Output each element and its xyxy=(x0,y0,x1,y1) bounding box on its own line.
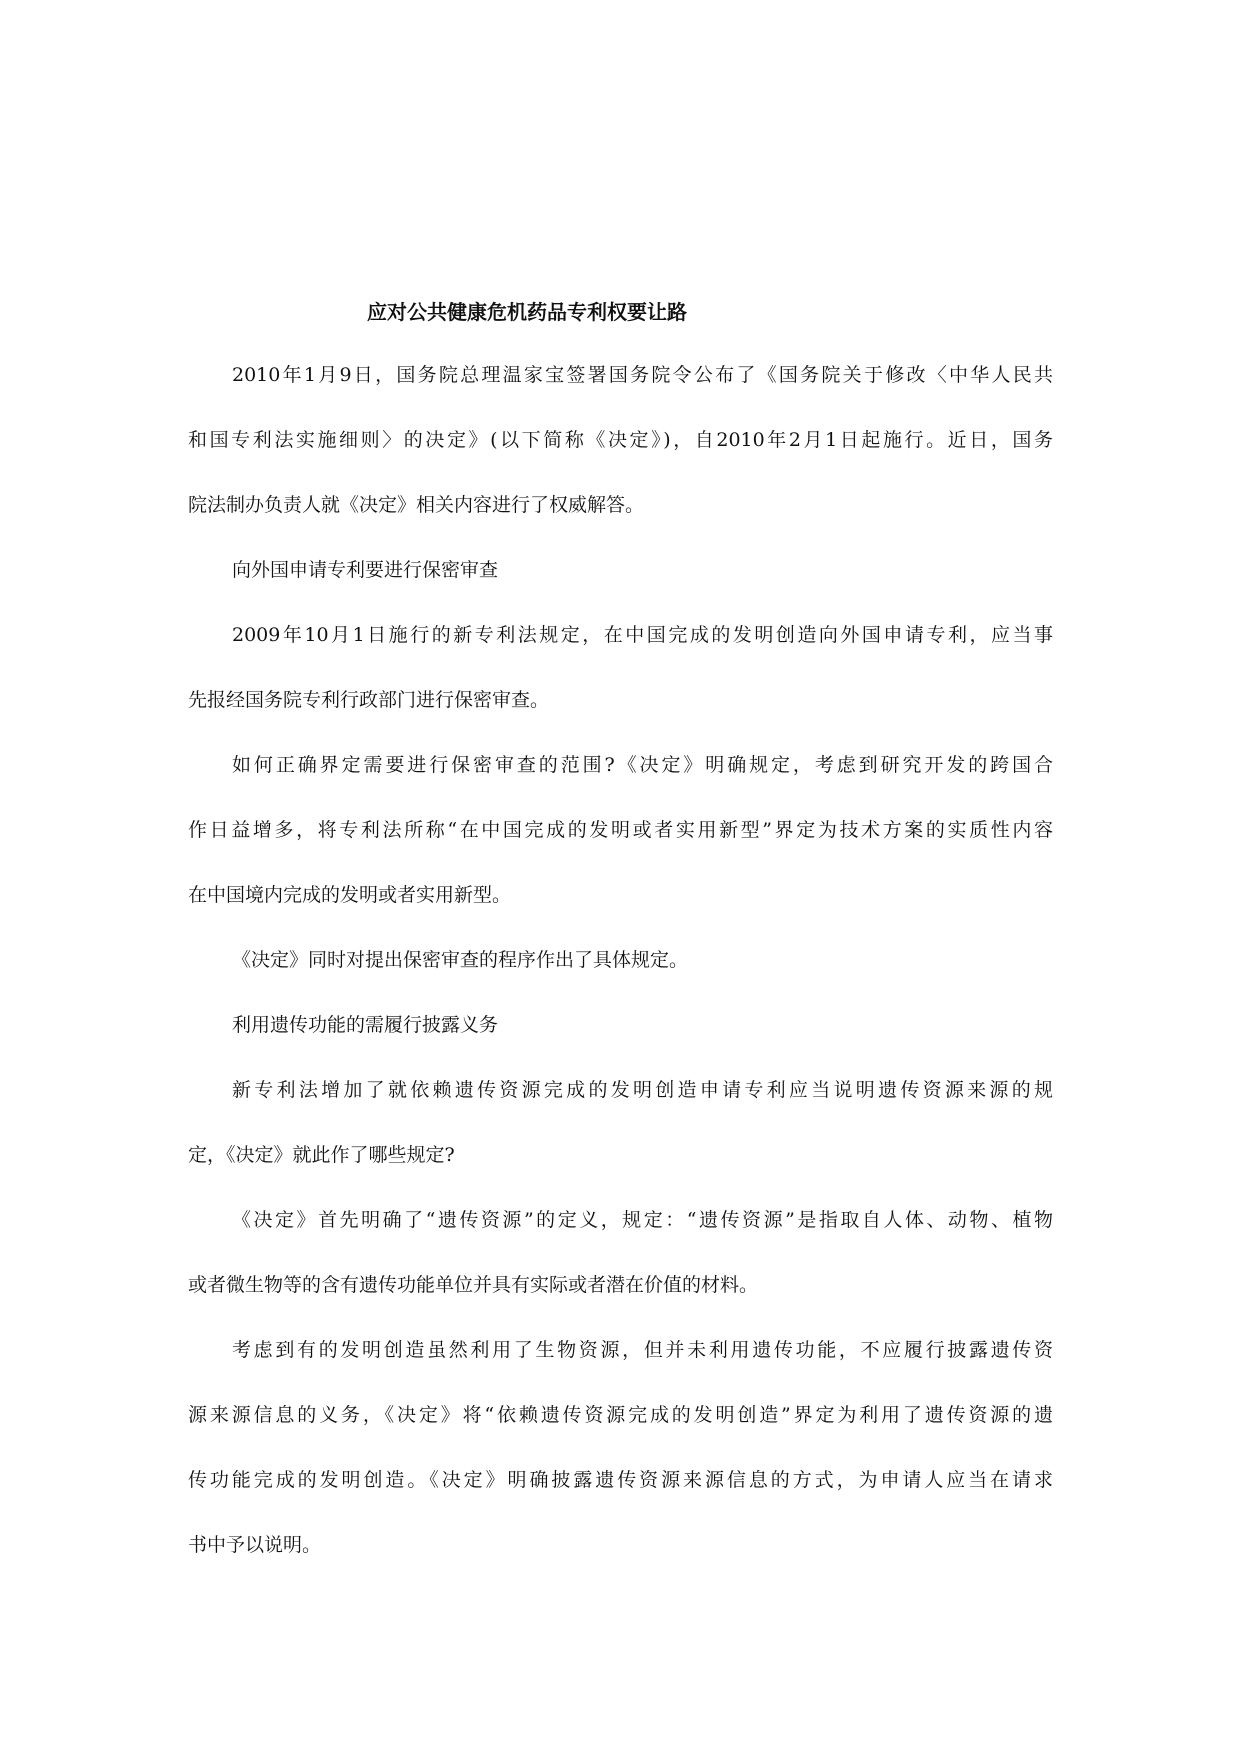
section-heading: 利用遗传功能的需履行披露义务 xyxy=(232,1014,499,1036)
paragraph-line: 如何正确界定需要进行保密审查的范围?《决定》明确规定，考虑到研究开发的跨国合 xyxy=(232,754,1053,776)
paragraph-line: 考虑到有的发明创造虽然利用了生物资源，但并未利用遗传功能，不应履行披露遗传资 xyxy=(232,1339,1053,1361)
paragraph-line: 和国专利法实施细则〉的决定》(以下简称《决定》)，自2010年2月1日起施行。近日，国务 xyxy=(188,429,1053,451)
paragraph-line: 或者微生物等的含有遗传功能单位并具有实际或者潜在价值的材料。 xyxy=(188,1274,759,1296)
document-body xyxy=(188,360,1053,1595)
section-heading: 向外国申请专利要进行保密审查 xyxy=(232,559,499,581)
paragraph-line: 定，《决定》就此作了哪些规定? xyxy=(188,1144,455,1166)
paragraph-line: 书中予以说明。 xyxy=(188,1534,322,1556)
paragraph-line: 新专利法增加了就依赖遗传资源完成的发明创造申请专利应当说明遗传资源来源的规 xyxy=(232,1079,1053,1101)
paragraph-line: 先报经国务院专利行政部门进行保密审查。 xyxy=(188,689,550,711)
paragraph-line: 源来源信息的义务，《决定》将“依赖遗传资源完成的发明创造”界定为利用了遗传资源的遗 xyxy=(188,1404,1053,1426)
paragraph-line: 2009年10月1日施行的新专利法规定，在中国完成的发明创造向外国申请专利，应当事 xyxy=(232,624,1053,646)
paragraph-line: 院法制办负责人就《决定》相关内容进行了权威解答。 xyxy=(188,494,645,516)
document-title: 应对公共健康危机药品专利权要让路 xyxy=(367,300,687,324)
paragraph-line: 《决定》同时对提出保密审查的程序作出了具体规定。 xyxy=(232,949,689,971)
paragraph-line: 传功能完成的发明创造。《决定》明确披露遗传资源来源信息的方式，为申请人应当在请求 xyxy=(188,1469,1053,1491)
paragraph-line: 在中国境内完成的发明或者实用新型。 xyxy=(188,884,512,906)
paragraph-line: 2010年1月9日，国务院总理温家宝签署国务院令公布了《国务院关于修改〈中华人民共 xyxy=(232,364,1053,386)
paragraph-line: 作日益增多，将专利法所称“在中国完成的发明或者实用新型”界定为技术方案的实质性内容 xyxy=(188,819,1053,841)
paragraph-line: 《决定》首先明确了“遗传资源”的定义，规定：“遗传资源”是指取自人体、动物、植物 xyxy=(232,1209,1053,1231)
